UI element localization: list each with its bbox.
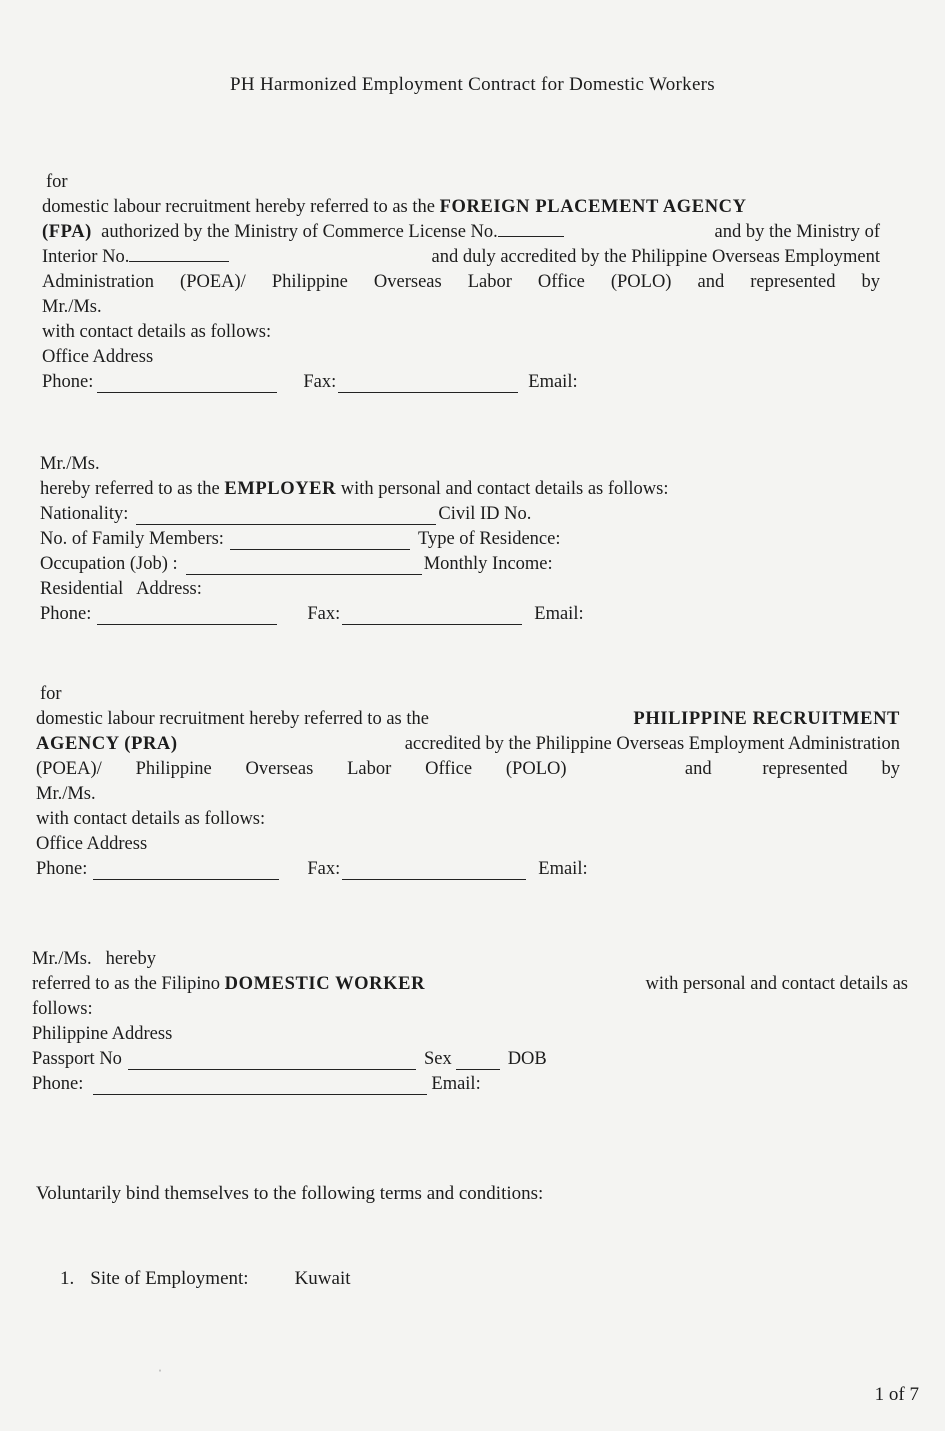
pra-fax-field[interactable] bbox=[342, 879, 526, 880]
family-members-field[interactable] bbox=[230, 549, 410, 550]
pra-office-label: Office Address bbox=[36, 834, 148, 854]
employer-fax-label: Fax: bbox=[307, 604, 341, 624]
fpa-phone-field[interactable] bbox=[97, 392, 277, 393]
fpa-line3a-text: Interior No. bbox=[42, 247, 130, 267]
civil-id-label: Civil ID No. bbox=[438, 504, 532, 524]
pra-phone-label: Phone: bbox=[36, 859, 88, 879]
pra-email-label: Email: bbox=[538, 859, 588, 879]
pra-agency-name: PHILIPPINE RECRUITMENT bbox=[633, 709, 900, 729]
employer-line-pre: hereby referred to as the bbox=[40, 479, 220, 499]
fpa-line3b-text: and duly accredited by the Philippine Overseas Employment bbox=[431, 247, 880, 267]
pra-section bbox=[36, 680, 900, 880]
worker-follows-text: follows: bbox=[32, 999, 93, 1019]
sex-label: Sex bbox=[423, 1049, 452, 1069]
stray-mark: ˌ bbox=[158, 1358, 162, 1372]
page-title: PH Harmonized Employment Contract for Domestic Workers bbox=[230, 74, 715, 95]
clause-number: 1. bbox=[60, 1268, 75, 1289]
fpa-line2a-text: authorized by the Ministry of Commerce License No. bbox=[101, 222, 498, 242]
fpa-fax-field[interactable] bbox=[338, 392, 518, 393]
fpa-email-label: Email: bbox=[528, 372, 578, 392]
employer-phone-label: Phone: bbox=[40, 604, 92, 624]
residence-type-label: Type of Residence: bbox=[417, 529, 561, 549]
pra-agency-abbr: AGENCY (PRA) bbox=[36, 734, 178, 754]
pra-fax-label: Fax: bbox=[307, 859, 341, 879]
income-label: Monthly Income: bbox=[423, 554, 553, 574]
employer-email-label: Email: bbox=[534, 604, 584, 624]
employer-line-post: with personal and contact details as follows: bbox=[340, 479, 669, 499]
pra-rep-label: Mr./Ms. bbox=[36, 784, 96, 804]
sex-field[interactable] bbox=[456, 1069, 500, 1070]
worker-line-post: with personal and contact details as bbox=[645, 974, 908, 994]
clause-value: Kuwait bbox=[294, 1268, 351, 1289]
nationality-label: Nationality: bbox=[40, 504, 129, 524]
pra-contact-text: with contact details as follows: bbox=[36, 809, 266, 829]
nationality-field[interactable] bbox=[136, 524, 436, 525]
philippine-address-label: Philippine Address bbox=[32, 1024, 173, 1044]
pra-line2-text: accredited by the Philippine Overseas Employment Administration bbox=[404, 734, 900, 754]
occupation-field[interactable] bbox=[186, 574, 422, 575]
fpa-abbr: (FPA) bbox=[42, 222, 92, 242]
pra-line3-text: (POEA)/ Philippine Overseas Labor Office (POLO) and represented by bbox=[36, 759, 900, 779]
worker-phone-field[interactable] bbox=[93, 1094, 427, 1095]
passport-label: Passport No bbox=[32, 1049, 122, 1069]
employer-phone-field[interactable] bbox=[97, 624, 277, 625]
clause-label: Site of Employment: bbox=[90, 1268, 249, 1289]
pra-phone-field[interactable] bbox=[93, 879, 279, 880]
commerce-license-field[interactable] bbox=[498, 236, 564, 237]
employer-role: EMPLOYER bbox=[224, 479, 337, 499]
employer-section bbox=[40, 450, 892, 625]
terms-intro: Voluntarily bind themselves to the following terms and conditions: bbox=[36, 1183, 544, 1204]
pra-line1-text: domestic labour recruitment hereby referred to as the bbox=[36, 709, 429, 729]
worker-line-pre: referred to as the Filipino bbox=[32, 974, 221, 994]
occupation-label: Occupation (Job) : bbox=[40, 554, 178, 574]
worker-section bbox=[32, 945, 908, 1095]
fpa-line1-text: domestic labour recruitment hereby referred to as the bbox=[42, 197, 435, 217]
page-number: 1 of 7 bbox=[874, 1384, 919, 1405]
worker-phone-label: Phone: bbox=[32, 1074, 84, 1094]
residential-address-label: Residential Address: bbox=[40, 579, 202, 599]
family-members-label: No. of Family Members: bbox=[40, 529, 224, 549]
fpa-section bbox=[42, 168, 880, 393]
dob-label: DOB bbox=[507, 1049, 547, 1069]
worker-hereby-text: hereby bbox=[105, 949, 156, 969]
fpa-agency-name: FOREIGN PLACEMENT AGENCY bbox=[439, 197, 747, 217]
fpa-contact-text: with contact details as follows: bbox=[42, 322, 272, 342]
pra-for-text: for bbox=[40, 684, 62, 704]
worker-role: DOMESTIC WORKER bbox=[224, 974, 426, 994]
interior-no-field[interactable] bbox=[129, 261, 229, 262]
fpa-line4-text: Administration (POEA)/ Philippine Overseas Labor Office (POLO) and represented by bbox=[42, 272, 880, 292]
fpa-rep-label: Mr./Ms. bbox=[42, 297, 102, 317]
passport-field[interactable] bbox=[128, 1069, 416, 1070]
worker-rep-label: Mr./Ms. bbox=[32, 949, 92, 969]
fpa-phone-label: Phone: bbox=[42, 372, 94, 392]
clause-site-of-employment bbox=[60, 1268, 351, 1290]
fpa-line2b-text: and by the Ministry of bbox=[714, 222, 880, 242]
fpa-fax-label: Fax: bbox=[303, 372, 337, 392]
employer-rep-label: Mr./Ms. bbox=[40, 454, 100, 474]
fpa-office-label: Office Address bbox=[42, 347, 154, 367]
for-text: for bbox=[46, 172, 68, 192]
employer-fax-field[interactable] bbox=[342, 624, 522, 625]
worker-email-label: Email: bbox=[431, 1074, 481, 1094]
